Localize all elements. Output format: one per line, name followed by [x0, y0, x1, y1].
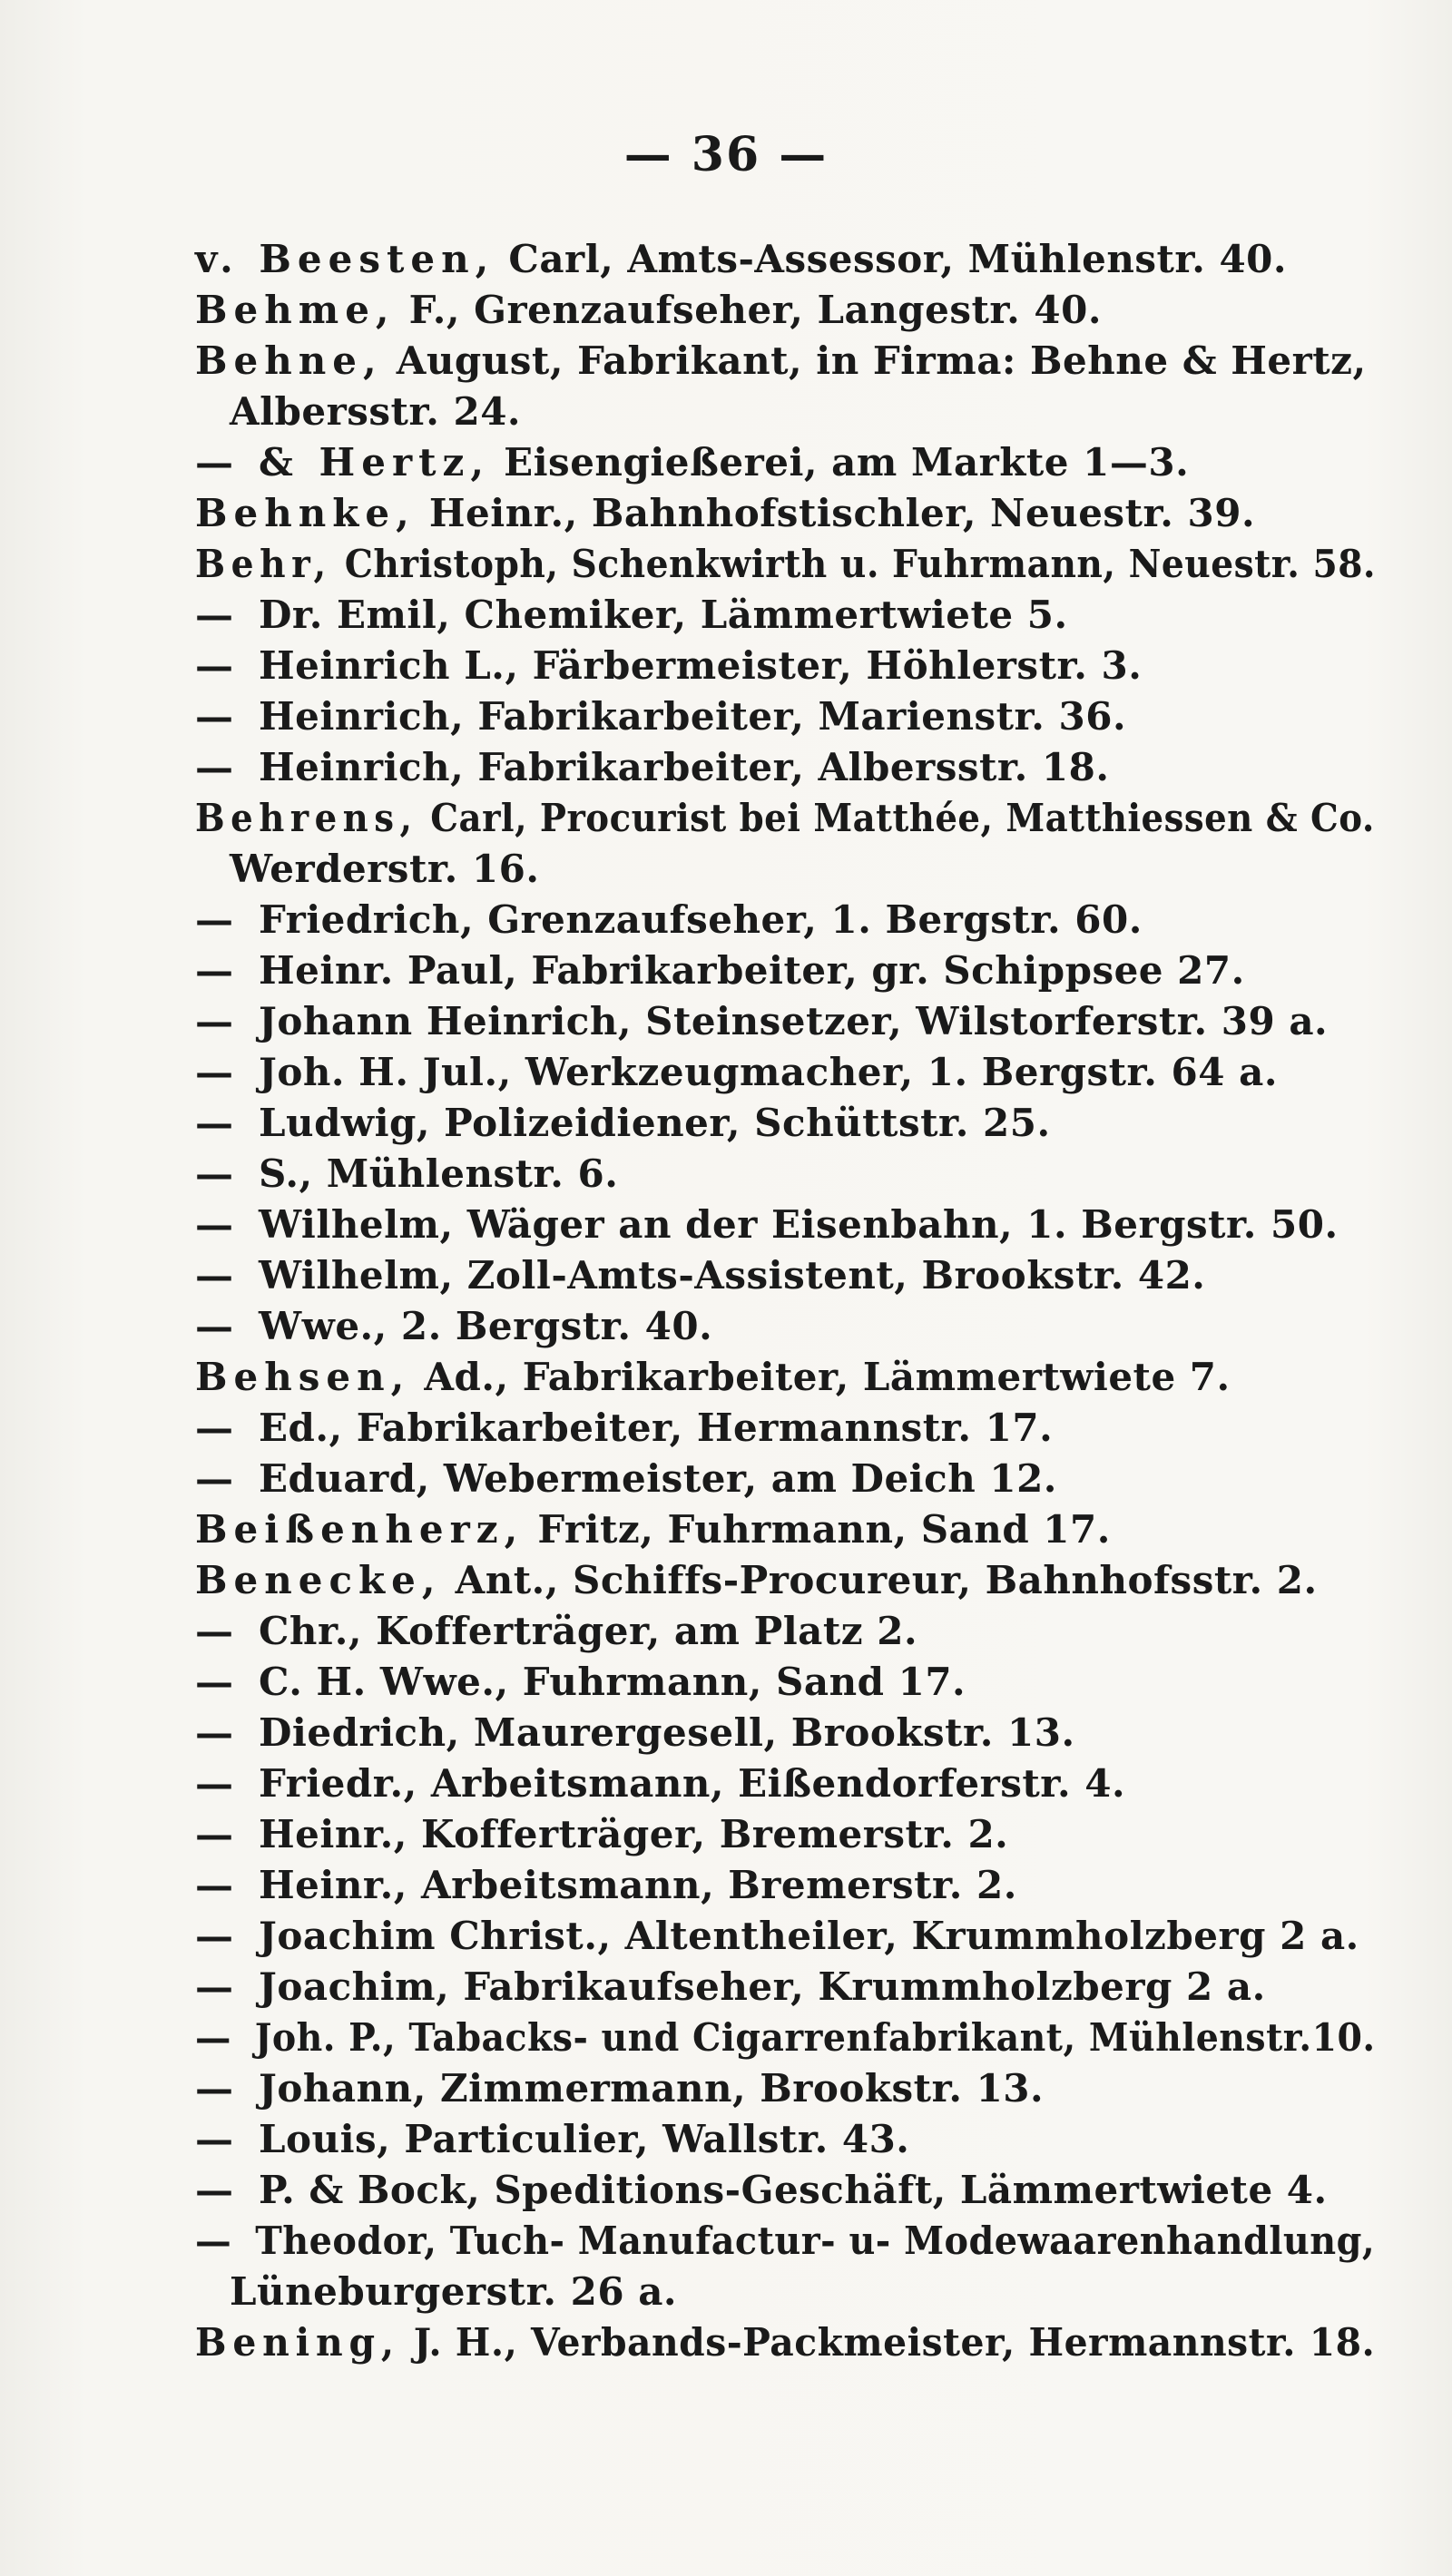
entry-surname: Behnke,	[195, 491, 416, 535]
entry-details: Dr. Emil, Chemiker, Lämmertwiete 5.	[259, 593, 1068, 637]
entry-details: Heinr., Bahnhofstischler, Neuestr. 39.	[415, 491, 1256, 535]
entry-details: P. & Bock, Speditions-Geschäft, Lämmertwiete 4.	[259, 2168, 1328, 2212]
directory-entry	[195, 387, 1375, 437]
directory-entry	[195, 2165, 1375, 2216]
entry-details: Heinrich, Fabrikarbeiter, Albersstr. 18.	[259, 745, 1110, 789]
ditto-dash: —	[195, 1050, 233, 1094]
directory-entry	[195, 2317, 1376, 2368]
entry-details: Joh. P., Tabacks- und Cigarrenfabrikant, Mühlenstr.10.	[254, 2015, 1376, 2060]
entry-surname: v. Beesten,	[195, 237, 495, 281]
entry-details: Joh. H. Jul., Werkzeugmacher, 1. Bergstr. 64 a.	[259, 1050, 1278, 1094]
directory-entries	[195, 234, 1375, 2368]
entry-details: Lüneburgerstr. 26 a.	[230, 2269, 678, 2314]
ditto-dash: —	[195, 1660, 233, 1704]
directory-entry	[195, 1403, 1375, 1454]
directory-entry	[195, 437, 1375, 488]
directory-entry	[195, 234, 1375, 285]
entry-details: Ad., Fabrikarbeiter, Lämmertwiete 7.	[410, 1355, 1231, 1399]
ditto-dash: —	[195, 2066, 233, 2111]
entry-details: August, Fabrikant, in Firma: Behne & Hertz,	[382, 338, 1367, 383]
entry-details: Joachim, Fabrikaufseher, Krummholzberg 2 a.	[259, 1964, 1266, 2009]
directory-entry	[195, 742, 1375, 793]
entry-surname: Behr,	[195, 542, 332, 586]
ditto-dash: —	[195, 2015, 231, 2060]
directory-entry	[195, 945, 1375, 996]
directory-entry	[195, 1098, 1375, 1149]
entry-surname: Bening,	[195, 2320, 400, 2365]
ditto-dash: —	[195, 1914, 233, 1958]
entry-details: Ludwig, Polizeidiener, Schüttstr. 25.	[259, 1101, 1051, 1145]
entry-details: Wwe., 2. Bergstr. 40.	[259, 1304, 713, 1348]
directory-entry	[195, 1301, 1375, 1352]
entry-details: Diedrich, Maurergesell, Brookstr. 13.	[259, 1710, 1075, 1755]
ditto-dash: —	[195, 2168, 233, 2212]
entry-details: Carl, Amts-Assessor, Mühlenstr. 40.	[495, 237, 1288, 281]
ditto-dash: —	[195, 694, 233, 739]
ditto-dash: —	[195, 1812, 233, 1856]
directory-entry	[195, 641, 1375, 691]
directory-entry	[195, 1606, 1375, 1657]
directory-entry	[195, 1860, 1375, 1911]
entry-surname: Behne,	[195, 338, 383, 383]
ditto-dash: —	[195, 440, 233, 485]
directory-entry	[195, 691, 1375, 742]
entry-details: F., Grenzaufseher, Langestr. 40.	[395, 288, 1102, 332]
entry-surname: & Hertz,	[259, 440, 490, 485]
entry-details: S., Mühlenstr. 6.	[259, 1151, 619, 1196]
directory-entry	[195, 1962, 1375, 2013]
ditto-dash: —	[195, 1761, 233, 1806]
ditto-dash: —	[195, 897, 233, 942]
directory-entry	[195, 590, 1375, 641]
entry-details: Werderstr. 16.	[230, 847, 540, 891]
entry-details: Ed., Fabrikarbeiter, Hermannstr. 17.	[259, 1406, 1054, 1450]
ditto-dash: —	[195, 1101, 233, 1145]
entry-details: Friedrich, Grenzaufseher, 1. Bergstr. 60.	[259, 897, 1143, 942]
directory-entry	[195, 2114, 1375, 2165]
entry-details: Friedr., Arbeitsmann, Eißendorferstr. 4.	[259, 1761, 1126, 1806]
ditto-dash: —	[195, 593, 233, 637]
entry-details: Heinr., Kofferträger, Bremerstr. 2.	[259, 1812, 1009, 1856]
directory-entry	[195, 2013, 1376, 2063]
entry-details: Heinrich, Fabrikarbeiter, Marienstr. 36.	[259, 694, 1127, 739]
ditto-dash: —	[195, 1964, 233, 2009]
directory-entry	[195, 793, 1375, 844]
ditto-dash: —	[195, 1151, 233, 1196]
ditto-dash: —	[195, 948, 233, 993]
entry-details: Louis, Particulier, Wallstr. 43.	[259, 2117, 910, 2161]
entry-details: Christoph, Schenkwirth u. Fuhrmann, Neuestr. 58.	[331, 542, 1377, 586]
directory-entry	[195, 2267, 1375, 2317]
ditto-dash: —	[195, 1406, 233, 1450]
directory-entry	[195, 539, 1377, 590]
directory-entry	[195, 285, 1375, 336]
entry-details: Wilhelm, Zoll-Amts-Assistent, Brookstr. 42.	[259, 1253, 1206, 1298]
ditto-dash: —	[195, 999, 233, 1043]
entry-details: Heinr. Paul, Fabrikarbeiter, gr. Schippsee 27.	[259, 948, 1245, 993]
directory-entry	[195, 2063, 1375, 2114]
ditto-dash: —	[195, 643, 233, 688]
entry-details: Eduard, Webermeister, am Deich 12.	[259, 1456, 1057, 1501]
directory-entry	[195, 1809, 1375, 1860]
ditto-dash: —	[195, 2218, 231, 2263]
entry-details: J. H., Verbands-Packmeister, Hermannstr. 18.	[399, 2320, 1376, 2365]
directory-entry	[195, 1555, 1375, 1606]
entry-details: Johann, Zimmermann, Brookstr. 13.	[259, 2066, 1045, 2111]
directory-entry	[195, 1047, 1375, 1098]
entry-surname: Behme,	[195, 288, 396, 332]
ditto-dash: —	[195, 745, 233, 789]
entry-details: Chr., Kofferträger, am Platz 2.	[259, 1609, 918, 1653]
directory-entry	[195, 1504, 1375, 1555]
directory-entry	[195, 1250, 1375, 1301]
directory-entry	[195, 1352, 1375, 1403]
ditto-dash: —	[195, 1304, 233, 1348]
entry-surname: Benecke,	[195, 1558, 442, 1602]
entry-details: Wilhelm, Wäger an der Eisenbahn, 1. Bergstr. 50.	[259, 1202, 1339, 1247]
directory-entry	[195, 1758, 1375, 1809]
ditto-dash: —	[195, 1609, 233, 1653]
entry-details: Heinr., Arbeitsmann, Bremerstr. 2.	[259, 1863, 1017, 1907]
ditto-dash: —	[195, 1202, 233, 1247]
entry-details: Ant., Schiffs-Procureur, Bahnhofsstr. 2.	[441, 1558, 1318, 1602]
entry-details: Carl, Procurist bei Matthée, Matthiessen & Co.	[417, 796, 1375, 840]
directory-entry	[195, 1149, 1375, 1200]
ditto-dash: —	[195, 1456, 233, 1501]
directory-entry	[195, 1657, 1375, 1708]
directory-entry	[195, 1454, 1375, 1504]
entry-details: Eisengießerei, am Markte 1—3.	[489, 440, 1190, 485]
entry-details: Theodor, Tuch- Manufactur- u- Modewaarenhandlung,	[255, 2218, 1376, 2263]
entry-surname: Behrens,	[195, 796, 418, 840]
directory-entry	[195, 1200, 1375, 1250]
ditto-dash: —	[195, 1253, 233, 1298]
entry-details: Heinrich L., Färbermeister, Höhlerstr. 3.	[259, 643, 1143, 688]
entry-details: Albersstr. 24.	[230, 389, 522, 434]
entry-details: Fritz, Fuhrmann, Sand 17.	[524, 1507, 1111, 1552]
entry-details: Johann Heinrich, Steinsetzer, Wilstorferstr. 39 a.	[259, 999, 1329, 1043]
ditto-dash: —	[195, 1863, 233, 1907]
directory-entry	[195, 996, 1375, 1047]
directory-entry	[195, 1708, 1375, 1758]
directory-entry	[195, 895, 1375, 945]
entry-surname: Beißenherz,	[195, 1507, 525, 1552]
ditto-dash: —	[195, 2117, 233, 2161]
entry-details: Joachim Christ., Altentheiler, Krummholzberg 2 a.	[259, 1914, 1359, 1958]
directory-entry	[195, 488, 1375, 539]
directory-entry	[195, 336, 1375, 387]
entry-surname: Behsen,	[195, 1355, 411, 1399]
directory-entry	[195, 2216, 1376, 2267]
directory-entry	[195, 844, 1375, 895]
entry-details: C. H. Wwe., Fuhrmann, Sand 17.	[259, 1660, 966, 1704]
page-number: — 36 —	[623, 127, 829, 182]
ditto-dash: —	[195, 1710, 233, 1755]
directory-entry	[195, 1911, 1375, 1962]
